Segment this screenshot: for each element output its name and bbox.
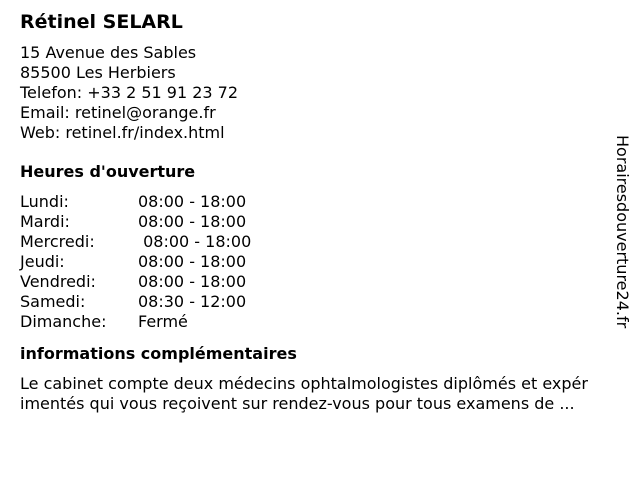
additional-info-text [20,374,632,414]
hours-row [20,252,620,272]
time-range: 08:00 - 18:00 [138,212,247,231]
time-range: 08:00 - 18:00 [138,272,247,291]
hours-row [20,272,620,292]
time-range: 08:00 - 18:00 [138,232,252,251]
time-range: 08:00 - 18:00 [138,252,247,271]
business-card [20,10,620,414]
day-label: Mardi: [20,212,70,231]
hours-row [20,212,620,232]
address-street: 15 Avenue des Sables [20,43,197,62]
day-label: Lundi: [20,192,69,211]
info-line: Le cabinet compte deux médecins ophtalmologistes diplômés et expér [20,374,588,393]
day-label: Vendredi: [20,272,96,291]
additional-info-title: informations complémentaires [20,344,297,363]
time-range: Fermé [138,312,188,331]
site-watermark: Horairesdouverture24.fr [613,135,632,329]
phone-number: Telefon: +33 2 51 91 23 72 [20,83,239,102]
hours-row [20,292,620,312]
contact-block [20,43,620,143]
hours-row [20,232,620,252]
email-address: Email: retinel@orange.fr [20,103,216,122]
day-label: Dimanche: [20,312,107,331]
info-line: imentés qui vous reçoivent sur rendez-vous pour tous examens de ... [20,394,575,413]
time-range: 08:30 - 12:00 [138,292,247,311]
website-address: Web: retinel.fr/index.html [20,123,225,142]
business-name: Rétinel SELARL [20,11,183,33]
opening-hours-title: Heures d'ouverture [20,162,196,181]
day-label: Jeudi: [20,252,65,271]
time-range: 08:00 - 18:00 [138,192,247,211]
hours-row [20,312,620,332]
day-label: Samedi: [20,292,86,311]
address-city: 85500 Les Herbiers [20,63,176,82]
day-label: Mercredi: [20,232,95,251]
opening-hours-table [20,192,620,332]
hours-row [20,192,620,212]
